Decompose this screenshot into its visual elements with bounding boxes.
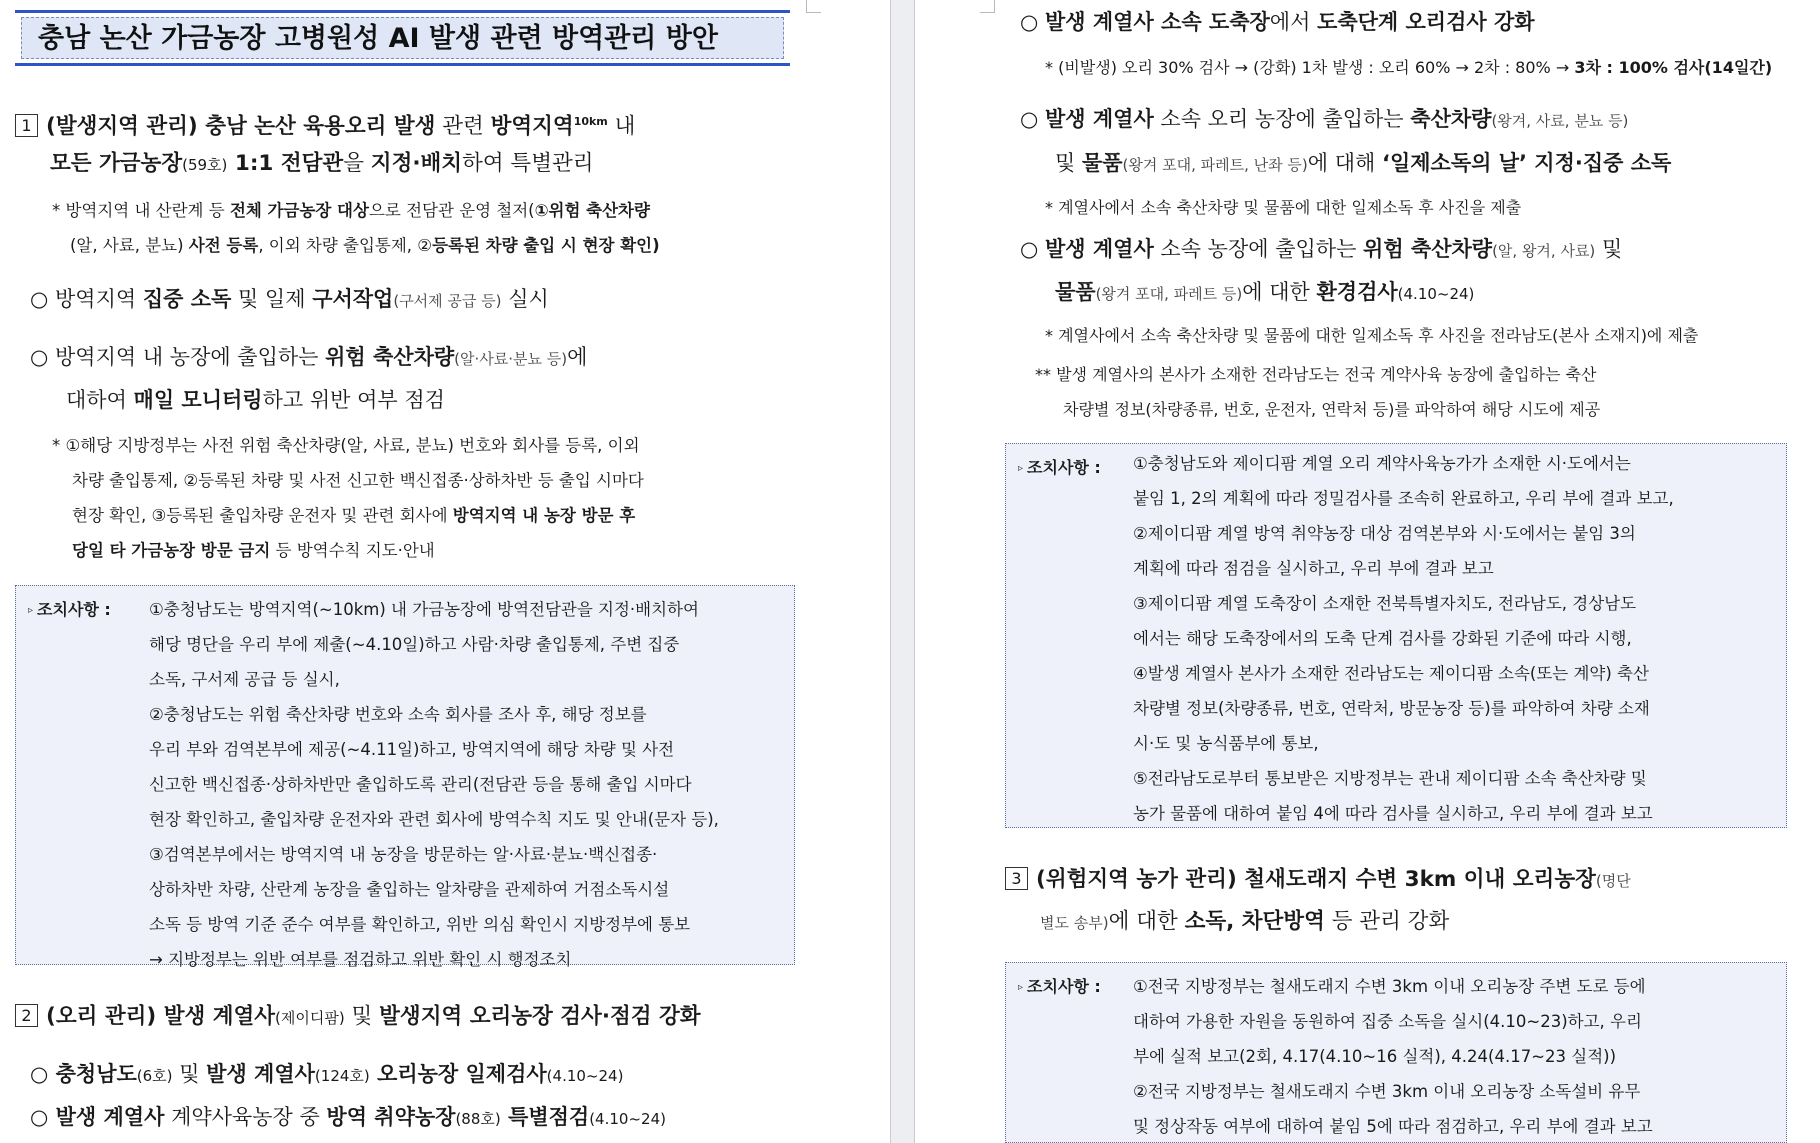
action-item-line: 계획에 따라 점검을 실시하고, 우리 부에 결과 보고 [1133, 559, 1494, 578]
action-item-line: ②제이디팜 계열 방역 취약농장 대상 검역본부와 시·도에서는 붙임 3의 [1133, 524, 1636, 543]
text: ○ 방역지역 내 농장에 출입하는 [30, 345, 326, 369]
action-item-line: ①충청남도는 방역지역(~10km) 내 가금농장에 방역전담관을 지정·배치하여 [149, 600, 699, 619]
text: 사전 등록 [188, 236, 259, 255]
action-items-list [1133, 446, 1674, 831]
action-items-box-2 [1005, 443, 1787, 828]
action-item-line: ③검역본부에서는 방역지역 내 농장을 방문하는 알·사료·분뇨·백신접종· [149, 845, 658, 864]
action-item-line: 대하여 가용한 자원을 동원하여 집중 소독을 실시(4.10~23)하고, 우리 [1133, 1012, 1642, 1031]
text: 10km [573, 115, 608, 128]
text: (59호) [182, 156, 228, 174]
action-item-line: 시·도 및 농식품부에 통보, [1133, 734, 1319, 753]
action-items-box-3 [1005, 962, 1787, 1143]
text: 발생 계열사 [206, 1062, 315, 1086]
text: 및 [1055, 151, 1082, 175]
text: 발생지역 오리농장 검사·점검 강화 [379, 1004, 701, 1029]
action-item-line: 우리 부와 검역본부에 제공(~4.11일)하고, 방역지역에 해당 차량 및 사전 [149, 740, 675, 759]
section-3-heading-line1 [1005, 858, 1631, 903]
bullet-environment-test-line1 [1020, 227, 1622, 273]
bullet-disinfection [30, 277, 549, 323]
action-item-line: 소독 등 방역 기준 준수 여부를 확인하고, 위반 의심 확인시 지방정부에 통보 [149, 915, 691, 934]
text: * (비발생) 오리 30% 검사 → (강화) 1차 발생 : 오리 60% → 2차 : 80% → [1045, 58, 1575, 77]
text: 발생 계열사 [1045, 107, 1154, 131]
section-3-title: (위험지역 농가 관리) 철새도래지 수변 3km 이내 오리농장 [1036, 867, 1596, 892]
action-item-line: 현장 확인하고, 출입차량 운전자와 관련 회사에 방역수칙 지도 및 안내(문자 등), [149, 810, 719, 829]
environment-test-note-1: * 계열사에서 소속 축산차량 및 물품에 대한 일제소독 후 사진을 전라남도(본사 소재지)에 제출 [1045, 326, 1699, 345]
text: ○ [1020, 10, 1045, 34]
text: 소속 농장에 출입하는 [1153, 237, 1364, 261]
action-items-label [28, 592, 111, 628]
triangle-marker-icon: ▹ [28, 605, 34, 616]
text: (구서제 공급 등) [393, 292, 502, 310]
document-page-left [0, 0, 890, 1143]
action-item-line: ③제이디팜 계열 도축장이 소재한 전북특별자치도, 전라남도, 경상남도 [1133, 594, 1637, 613]
action-item-line: 소독, 구서제 공급 등 실시, [149, 670, 340, 689]
section-2-title: (오리 관리) 발생 계열사 [46, 1004, 276, 1029]
section-number: 1 [15, 114, 38, 137]
section-1-note-line2 [70, 228, 660, 263]
section-1-heading-line2 [50, 142, 594, 187]
text: 환경검사 [1316, 280, 1398, 304]
text: (제이디팜) [275, 1009, 345, 1027]
text: 에서 [1269, 10, 1318, 34]
bullet-special-inspection [30, 1095, 666, 1141]
document-title: 충남 논산 가금농장 고병원성 AI 발생 관련 방역관리 방안 [21, 17, 784, 59]
text: 위험 축산차량 [325, 345, 455, 369]
text: 당일 타 가금농장 방문 금지 [72, 541, 271, 560]
text: 모든 가금농장 [50, 151, 183, 176]
text: 하고 위반 여부 점검 [262, 388, 445, 412]
text: 으로 전담관 운영 철저( [368, 201, 535, 220]
text: 도축단계 오리검사 강화 [1317, 10, 1535, 34]
section-number: 3 [1005, 867, 1028, 890]
text: 및 일제 [231, 287, 313, 311]
text: 내 [607, 114, 636, 140]
text: 소속 오리 농장에 출입하는 [1153, 107, 1411, 131]
section-number: 2 [15, 1004, 38, 1027]
text: 물품 [1081, 151, 1123, 175]
text: 소독, 차단방역 [1184, 909, 1325, 934]
document-title-box [15, 10, 790, 66]
action-item-line: ②전국 지방정부는 철새도래지 수변 3km 이내 오리농장 소독설비 유무 [1133, 1082, 1641, 1101]
text: 관련 [435, 114, 491, 140]
action-item-line: ①충청남도와 제이디팜 계열 오리 계약사육농가가 소재한 시·도에서는 [1133, 454, 1631, 473]
text: ○ [1020, 237, 1045, 261]
text: ①위험 축산차량 [534, 201, 650, 220]
text: ‘일제소독의 날’ 지정·집중 소독 [1381, 151, 1672, 175]
slaughterhouse-note [1045, 50, 1772, 85]
text: 조치사항 : [37, 600, 111, 619]
bullet-disinfection-day-line1 [1020, 97, 1628, 143]
text: 대하여 [66, 388, 134, 412]
disinfection-day-note: * 계열사에서 소속 축산차량 및 물품에 대한 일제소독 후 사진을 제출 [1045, 198, 1522, 217]
section-1-title: (발생지역 관리) 충남 논산 육용오리 발생 [46, 114, 436, 140]
page-gutter [890, 0, 915, 1143]
text: (4.10~24) [589, 1110, 666, 1128]
text: 등 방역수칙 지도·안내 [270, 541, 435, 560]
text: ○ 방역지역 [30, 287, 143, 311]
text: 계약사육농장 중 [164, 1105, 327, 1129]
action-item-line: ④발생 계열사 본사가 소재한 전라남도는 제이디팜 소속(또는 계약) 축산 [1133, 664, 1649, 683]
page-corner-mark [806, 0, 821, 13]
action-items-list [1133, 969, 1653, 1143]
text: (왕겨, 사료, 분뇨 등) [1491, 112, 1629, 130]
section-3-heading-line2 [1040, 900, 1449, 945]
bullet-slaughterhouse [1020, 0, 1535, 44]
text: 물품 [1055, 280, 1096, 304]
text: 특별점검 [500, 1105, 590, 1129]
section-1-note-line1 [52, 193, 650, 228]
page-corner-mark [980, 0, 995, 13]
bullet-vehicle-monitoring-line1 [30, 335, 587, 381]
text: (왕겨 포대, 파레트 등) [1095, 285, 1243, 303]
text: 실시 [501, 287, 549, 311]
text: (왕겨 포대, 파레트, 난좌 등) [1122, 156, 1308, 174]
text: 구서작업 [312, 287, 394, 311]
document-page-right [915, 0, 1820, 1143]
text: 방역 취약농장 [326, 1105, 456, 1129]
action-item-line: ①전국 지방정부는 철새도래지 수변 3km 이내 오리농장 주변 도로 등에 [1133, 977, 1646, 996]
bullet-duck-inspection [30, 1052, 623, 1098]
text: 현장 확인, ③등록된 출입차량 운전자 및 관련 회사에 [72, 506, 453, 525]
action-items-label [1018, 450, 1101, 486]
text: 매일 모니터링 [133, 388, 263, 412]
action-item-line: 신고한 백신접종·상하차반만 출입하도록 관리(전담관 등을 통해 출입 시마다 [149, 775, 692, 794]
action-item-line: 해당 명단을 우리 부에 제출(~4.10일)하고 사람·차량 출입통제, 주변 집중 [149, 635, 680, 654]
text: 에 대해 [1307, 151, 1382, 175]
text: 및 [172, 1062, 207, 1086]
text: ○ [1020, 107, 1045, 131]
text: 및 [344, 1004, 380, 1029]
text: 하여 특별관리 [462, 151, 594, 176]
text: 방역지역 [490, 114, 574, 140]
text: 에 대한 [1108, 909, 1185, 934]
text: 발생 계열사 소속 도축장 [1045, 10, 1270, 34]
text: 등 관리 강화 [1324, 909, 1450, 934]
text: ○ 발생 계열사 [30, 1105, 165, 1129]
text: 3차 : 100% 검사(14일간) [1574, 58, 1773, 77]
action-items-list [149, 592, 719, 977]
triangle-marker-icon: ▹ [1018, 982, 1024, 993]
section-2-heading [15, 995, 701, 1040]
action-item-line: 상하차반 차량, 산란계 농장을 출입하는 알차량을 관제하여 거점소독시설 [149, 880, 670, 899]
action-item-line: 붙임 1, 2의 계획에 따라 정밀검사를 조속히 완료하고, 우리 부에 결과 보고, [1133, 489, 1674, 508]
action-item-line: 에서는 해당 도축장에서의 도축 단계 검사를 강화된 기준에 따라 시행, [1133, 629, 1632, 648]
vehicle-note-line1: * ①해당 지방정부는 사전 위험 축산차량(알, 사료, 분뇨) 번호와 회사를 등록, 이외 [52, 436, 640, 455]
action-item-line: 및 정상작동 여부에 대하여 붙임 5에 따라 점검하고, 우리 부에 결과 보고 [1133, 1117, 1653, 1136]
text: * 방역지역 내 산란계 등 [52, 201, 230, 220]
text: 방역지역 내 농장 방문 후 [452, 506, 636, 525]
text: (4.10~24) [1397, 285, 1475, 303]
text: 에 [567, 345, 588, 369]
text: 을 [343, 151, 371, 176]
text: (알, 왕겨, 사료) [1492, 242, 1596, 260]
text: (4.10~24) [546, 1067, 624, 1085]
text: 조치사항 : [1027, 977, 1101, 996]
bullet-vehicle-monitoring-line2 [66, 378, 445, 422]
text: (알·사료·분뇨 등) [454, 350, 568, 368]
text: 1:1 전담관 [227, 151, 344, 176]
text: 및 [1595, 237, 1623, 261]
action-items-label [1018, 969, 1101, 1005]
text: 오리농장 일제검사 [369, 1062, 547, 1086]
text: 지정·배치 [370, 151, 463, 176]
text: (명단 [1595, 872, 1631, 890]
environment-test-note-2-line2: 차량별 정보(차량종류, 번호, 운전자, 연락처 등)를 파악하여 해당 시도에 제공 [1063, 400, 1601, 419]
text: 에 대한 [1242, 280, 1317, 304]
action-item-line: 차량별 정보(차량종류, 번호, 연락처, 방문농장 등)를 파악하여 차량 소재 [1133, 699, 1650, 718]
action-item-line: → 지방정부는 위반 여부를 점검하고 위반 확인 시 행정조치 [149, 950, 572, 969]
vehicle-note-line4 [72, 533, 435, 568]
text: 전체 가금농장 대상 [229, 201, 369, 220]
text: 축산차량 [1410, 107, 1492, 131]
action-items-box-1 [15, 585, 795, 969]
text: 집중 소독 [142, 287, 232, 311]
action-item-line: 농가 물품에 대하여 붙임 4에 따라 검사를 실시하고, 우리 부에 결과 보고 [1133, 804, 1653, 823]
vehicle-note-line3 [72, 498, 635, 533]
action-item-line: ⑤전라남도로부터 통보받은 지방정부는 관내 제이디팜 소속 축산차량 및 [1133, 769, 1647, 788]
vehicle-note-line2: 차량 출입통제, ②등록된 차량 및 사전 신고한 백신접종·상하차반 등 출입 시마다 [72, 471, 644, 490]
text: 별도 송부) [1040, 914, 1109, 932]
text: 조치사항 : [1027, 458, 1101, 477]
text: 위험 축산차량 [1363, 237, 1493, 261]
text: (124호) [314, 1067, 370, 1085]
text: 발생 계열사 [1045, 237, 1154, 261]
environment-test-note-2-line1: ** 발생 계열사의 본사가 소재한 전라남도는 전국 계약사육 농장에 출입하는 축산 [1035, 365, 1597, 384]
action-item-line: 부에 실적 보고(2회, 4.17(4.10~16 실적), 4.24(4.17~23 실적)) [1133, 1047, 1617, 1066]
triangle-marker-icon: ▹ [1018, 463, 1024, 474]
text: , 이외 차량 출입통제, ② [258, 236, 433, 255]
text: (88호) [455, 1110, 501, 1128]
bullet-disinfection-day-line2 [1055, 141, 1671, 187]
text: ○ 충청남도 [30, 1062, 137, 1086]
action-item-line: ②충청남도는 위험 축산차량 번호와 소속 회사를 조사 후, 해당 정보를 [149, 705, 647, 724]
bullet-environment-test-line2 [1055, 270, 1474, 316]
text: (알, 사료, 분뇨) [70, 236, 189, 255]
text: (6호) [136, 1067, 173, 1085]
text: 등록된 차량 출입 시 현장 확인) [432, 236, 660, 255]
